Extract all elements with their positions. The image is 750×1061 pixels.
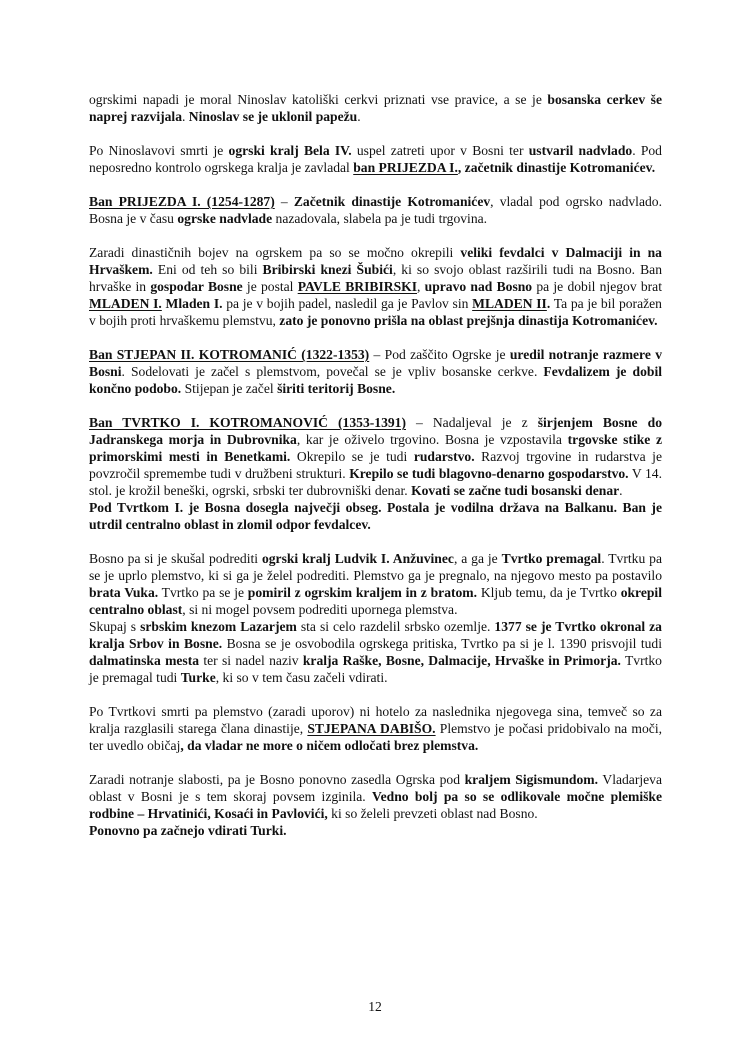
- bold-text: ogrske nadvlade: [177, 211, 273, 226]
- document-body: [89, 91, 662, 856]
- paragraph: [89, 142, 662, 176]
- text-run: , ki so svojo oblast razširili tudi na Bosno. Ban hrvaške in: [89, 262, 662, 294]
- bold-text: Kovati se začne tudi bosanski denar: [411, 483, 620, 498]
- bold-text: ustvaril nadvlado: [528, 143, 633, 158]
- text-run: Tvrtko je premagal tudi: [89, 653, 662, 685]
- paragraph: [89, 550, 662, 618]
- paragraph: [89, 414, 662, 499]
- text-run: Bosno pa si je skušal podrediti: [89, 551, 262, 566]
- bold-text: okrepil centralno oblast: [89, 585, 662, 617]
- text-run: Okrepilo se je tudi: [290, 449, 414, 464]
- bold-text: gospodar Bosne: [150, 279, 243, 294]
- bold-text: ogrski kralj Bela IV.: [228, 143, 352, 158]
- bold-text: Bribirski knezi Šubići: [262, 262, 393, 277]
- text-run: .: [182, 109, 189, 124]
- text-run: Stijepan je začel: [181, 381, 278, 396]
- text-run: , si ni mogel povsem podrediti upornega plemstva.: [182, 602, 458, 617]
- underlined-heading-text: ban PRIJEZDA I.: [353, 160, 458, 175]
- text-run: pa je dobil njegov brat: [532, 279, 662, 294]
- bold-text: Ponovno pa začnejo vdirati Turki.: [89, 823, 287, 838]
- bold-text: pomiril z ogrskim kraljem in z bratom.: [247, 585, 478, 600]
- bold-text: Vedno bolj pa so se odlikovale močne plemiške rodbine – Hrvatinići, Kosaći in Pavlovići,: [89, 789, 662, 821]
- text-run: .: [619, 483, 623, 498]
- text-run: – Pod zaščito Ogrske je: [369, 347, 510, 362]
- paragraph: [89, 499, 662, 533]
- bold-text: rudarstvo.: [413, 449, 475, 464]
- bold-text: dalmatinska mesta: [89, 653, 200, 668]
- bold-text: 1377 se je Tvrtko okronal za kralja Srbov in Bosne.: [89, 619, 662, 651]
- bold-text: Krepilo se tudi blagovno-denarno gospodarstvo.: [349, 466, 629, 481]
- text-run: , kar je oživelo trgovino. Bosna je vzpostavila: [296, 432, 568, 447]
- underlined-heading-text: Ban PRIJEZDA I. (1254-1287): [89, 194, 275, 209]
- bold-text: , da vladar ne more o ničem odločati brez plemstva.: [180, 738, 479, 753]
- bold-text: Začetnik dinastije Kotromanićev: [293, 194, 491, 209]
- bold-text: Turke: [180, 670, 216, 685]
- bold-text: Tvrtko premagal: [501, 551, 602, 566]
- text-run: ki so želeli prevzeti oblast nad Bosno.: [327, 806, 538, 821]
- bold-text: širjenjem Bosne do Jadranskega morja in Dubrovnika: [89, 415, 662, 447]
- paragraph: [89, 618, 662, 686]
- text-run: Zaradi dinastičnih bojev na ogrskem pa so se močno okrepili: [89, 245, 461, 260]
- text-run: sta si celo razdelil srbsko ozemlje.: [296, 619, 495, 634]
- text-run: ogrskimi napadi je moral Ninoslav katoliški cerkvi priznati vse pravice, a se je: [89, 92, 548, 107]
- text-run: . Sodelovati je začel s plemstvom, povečal se je vpliv bosanske cerkve.: [121, 364, 544, 379]
- text-run: . Pod neposredno kontrolo ogrskega kralja je zavladal: [89, 143, 662, 175]
- text-run: .: [357, 109, 361, 124]
- paragraph: [89, 91, 662, 125]
- bold-text: Ninoslav se je uklonil papežu: [188, 109, 358, 124]
- bold-text: brata Vuka.: [89, 585, 159, 600]
- bold-text: upravo nad Bosno: [424, 279, 533, 294]
- text-run: ,: [417, 279, 425, 294]
- text-run: , ki so v tem času začeli vdirati.: [215, 670, 388, 685]
- bold-text: srbskim knezom Lazarjem: [140, 619, 297, 634]
- text-run: Zaradi notranje slabosti, pa je Bosno ponovno zasedla Ogrska pod: [89, 772, 465, 787]
- text-run: nazadovala, slabela pa je tudi trgovina.: [272, 211, 488, 226]
- bold-text: uredil notranje razmere v Bosni: [89, 347, 662, 379]
- text-run: ter si nadel naziv: [199, 653, 303, 668]
- paragraph: [89, 244, 662, 329]
- bold-text: .: [546, 296, 551, 311]
- text-run: , vladal pod ogrsko nadvlado. Bosna je v času: [89, 194, 662, 226]
- bold-text: bosanska cerkev še naprej razvijala: [89, 92, 663, 124]
- text-run: uspel zatreti upor v Bosni ter: [351, 143, 529, 158]
- text-run: , a ga je: [453, 551, 502, 566]
- underlined-heading-text: MLADEN I.: [89, 296, 162, 311]
- paragraph: [89, 346, 662, 397]
- page-number: 12: [368, 999, 382, 1014]
- text-run: – Nadaljeval je z: [405, 415, 538, 430]
- bold-text: trgovske stike z primorskimi mesti in Benetkami.: [89, 432, 663, 464]
- text-run: Kljub temu, da je Tvrtko: [477, 585, 621, 600]
- underlined-heading-text: PAVLE BRIBIRSKI: [297, 279, 418, 294]
- underlined-heading-text: STJEPANA DABIŠO.: [307, 721, 436, 736]
- bold-text: Fevdalizem je dobil končno podobo.: [89, 364, 662, 396]
- text-run: Ta pa je bil poražen v bojih proti hrvaškemu plemstvu,: [89, 296, 662, 328]
- bold-text: kralja Raške, Bosne, Dalmacije, Hrvaške in Primorja.: [302, 653, 621, 668]
- text-run: –: [274, 194, 294, 209]
- text-run: pa je v bojih padel, nasledil ga je Pavlov sin: [222, 296, 473, 311]
- text-run: Razvoj trgovine in rudarstva je povzročil spremembe tudi v družbeni strukturi.: [89, 449, 662, 481]
- bold-text: širiti teritorij Bosne.: [277, 381, 396, 396]
- paragraph: [89, 193, 662, 227]
- paragraph: [89, 822, 662, 839]
- text-run: Skupaj s: [89, 619, 141, 634]
- bold-text: kraljem Sigismundom.: [464, 772, 599, 787]
- paragraph: [89, 703, 662, 754]
- bold-text: veliki fevdalci v Dalmaciji in na Hrvaškem.: [89, 245, 662, 277]
- underlined-heading-text: MLADEN II: [472, 296, 547, 311]
- bold-text: zato je ponovno prišla na oblast prejšnja dinastija Kotromanićev.: [279, 313, 658, 328]
- text-run: Bosna se je osvobodila ogrskega pritiska, Tvrtko pa si je l. 1390 prisvojil tudi: [222, 636, 663, 651]
- text-run: Plemstvo je počasi pridobivalo na moči, ter uvedlo običaj: [89, 721, 662, 753]
- text-run: Po Tvrtkovi smrti pa plemstvo (zaradi uporov) ni hotelo za naslednika njegovega sina, temveč so za kralja razglasili starega člana dinastije,: [89, 704, 662, 736]
- text-run: Eni od teh so bili: [152, 262, 263, 277]
- bold-text: Mladen I.: [165, 296, 223, 311]
- bold-text: , začetnik dinastije Kotromanićev.: [457, 160, 656, 175]
- text-run: Po Ninoslavovi smrti je: [89, 143, 229, 158]
- paragraph: [89, 771, 662, 822]
- text-run: V 14. stol. je krožil beneški, ogrski, srbski ter dubrovniški denar.: [89, 466, 662, 498]
- underlined-heading-text: Ban TVRTKO I. KOTROMANOVIĆ (1353-1391): [89, 415, 406, 430]
- bold-text: ogrski kralj Ludvik I. Anžuvinec: [261, 551, 454, 566]
- text-run: . Tvrtku pa se je uprlo plemstvo, ki si ga je želel podrediti. Plemstvo ga je pregnalo, na njegovo mesto pa postavilo: [89, 551, 662, 583]
- text-run: Vladarjeva oblast v Bosni je s tem skoraj povsem izginila.: [89, 772, 663, 804]
- text-run: je postal: [242, 279, 298, 294]
- text-run: Tvrtko pa se je: [158, 585, 248, 600]
- underlined-heading-text: Ban STJEPAN II. KOTROMANIĆ (1322-1353): [89, 347, 370, 362]
- bold-text: Pod Tvrtkom I. je Bosna dosegla največji obseg. Postala je vodilna država na Balkanu. Ban je utrdil centralno oblast in zlomil odpor fevdalcev.: [89, 500, 662, 532]
